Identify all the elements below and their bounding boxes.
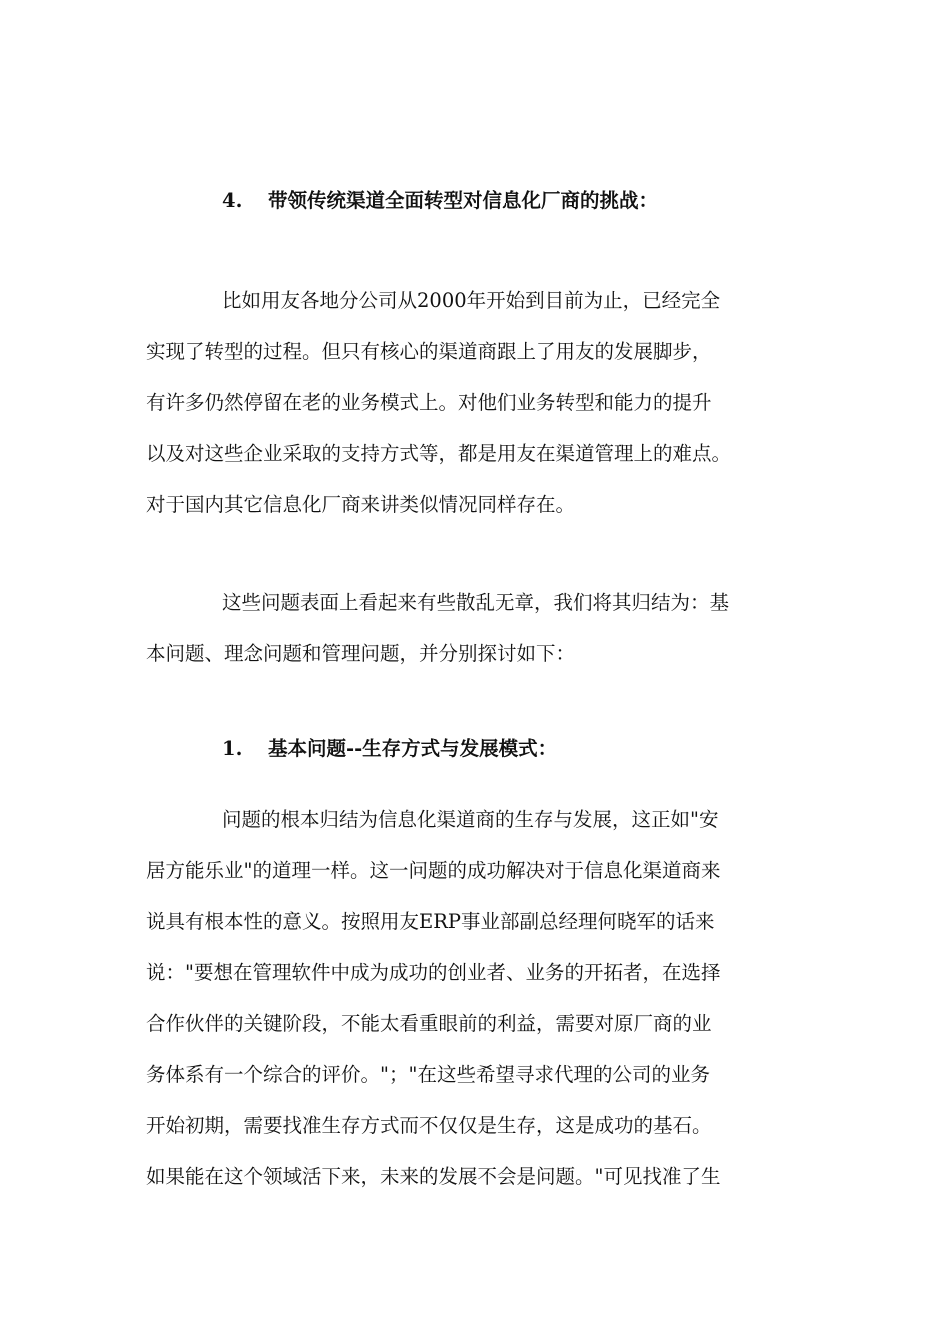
paragraph-line: 这些问题表面上看起来有些散乱无章，我们将其归结为：基	[222, 591, 730, 614]
paragraph-line: 务体系有一个综合的评价。"；"在这些希望寻求代理的公司的业务	[146, 1063, 710, 1086]
paragraph-line: 如果能在这个领域活下来，未来的发展不会是问题。"可见找准了生	[146, 1165, 721, 1188]
paragraph-line: 说具有根本性的意义。按照用友ERP事业部副总经理何晓军的话来	[146, 910, 715, 933]
paragraph-3	[146, 794, 810, 1202]
paragraph-line: 本问题、理念问题和管理问题，并分别探讨如下：	[146, 642, 576, 665]
paragraph-line: 以及对这些企业采取的支持方式等，都是用友在渠道管理上的难点。	[146, 442, 732, 465]
paragraph-line: 问题的根本归结为信息化渠道商的生存与发展，这正如"安	[222, 808, 719, 831]
section-heading-4	[222, 186, 658, 216]
section-title: 基本问题--生存方式与发展模式：	[268, 737, 558, 760]
paragraph-line: 有许多仍然停留在老的业务模式上。对他们业务转型和能力的提升	[146, 391, 712, 414]
paragraph-line: 开始初期，需要找准生存方式而不仅仅是生存，这是成功的基石。	[146, 1114, 712, 1137]
paragraph-line: 实现了转型的过程。但只有核心的渠道商跟上了用友的发展脚步，	[146, 340, 712, 363]
paragraph-line: 比如用友各地分公司从2000年开始到目前为止，已经完全	[222, 289, 721, 312]
paragraph-line: 合作伙伴的关键阶段，不能太看重眼前的利益，需要对原厂商的业	[146, 1012, 712, 1035]
paragraph-line: 对于国内其它信息化厂商来讲类似情况同样存在。	[146, 493, 576, 516]
paragraph-line: 居方能乐业"的道理一样。这一问题的成功解决对于信息化渠道商来	[146, 859, 721, 882]
section-number: 1.	[222, 737, 243, 760]
paragraph-1	[146, 275, 810, 530]
section-title: 带领传统渠道全面转型对信息化厂商的挑战：	[268, 189, 659, 212]
section-number: 4.	[222, 189, 243, 212]
section-heading-1	[222, 734, 557, 764]
paragraph-line: 说："要想在管理软件中成为成功的创业者、业务的开拓者，在选择	[146, 961, 721, 984]
paragraph-2	[146, 577, 810, 679]
